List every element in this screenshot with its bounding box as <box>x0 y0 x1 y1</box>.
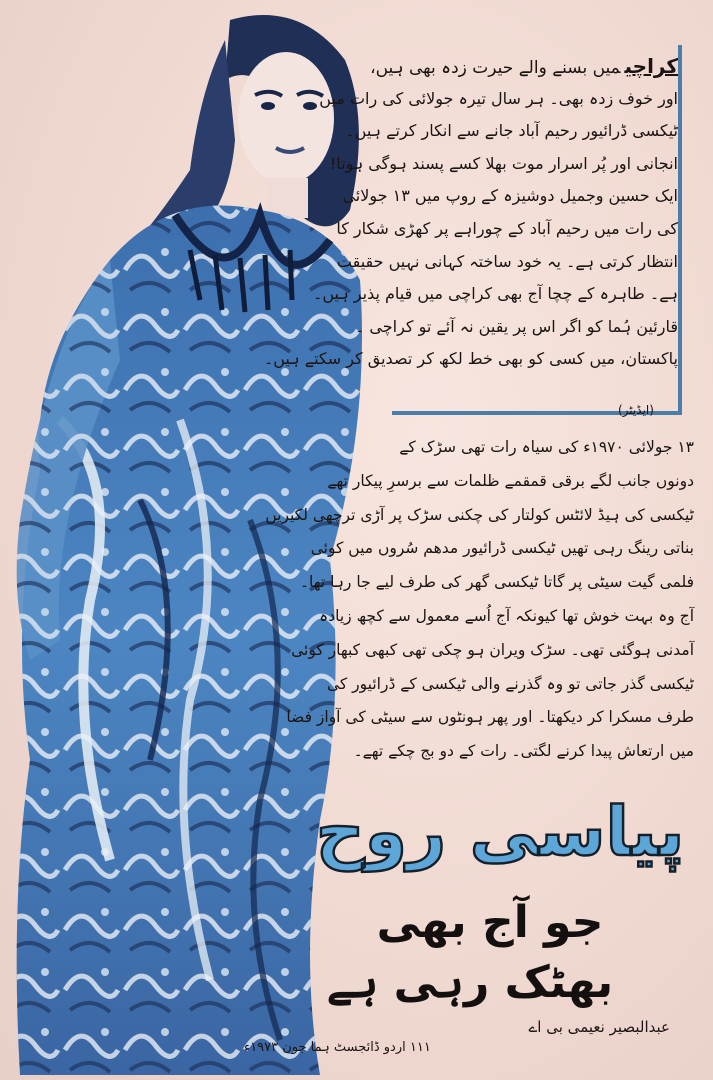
intro-paragraph <box>263 50 678 376</box>
story-line: ۱۳ جولائی ۱۹۷۰ء کی سیاہ رات تھی سڑک کے <box>399 438 694 456</box>
intro-line: پاکستان، میں کسی کو بھی خط لکھ کر تصدیق کر سکتے ہیں۔ <box>263 349 678 369</box>
story-title: پیاسی روح <box>315 793 685 872</box>
story-subtitle-line-1: جو آج بھی <box>376 897 604 948</box>
story-line: آج وہ بہت خوش تھا کیونکہ آج اُسے معمول سے کچھ زیادہ <box>319 606 694 625</box>
intro-line: کی رات میں رحیم آباد کے چوراہے پر کھڑی شکار کا <box>336 218 678 238</box>
story-line: آمدنی ہوگئی تھی۔ سڑک ویران ہو چکی تھی کبھی کبھار کوئی <box>291 640 694 659</box>
story-line: ٹیکسی گذر جاتی تو وہ گذرنے والی ٹیکسی کے ڈرائیور کی <box>326 674 694 693</box>
intro-line: اور خوف زدہ بھی۔ ہر سال تیرہ جولائی کی رات میں <box>319 88 678 108</box>
story-line: فلمی گیت سیٹی پر گاتا ٹیکسی گھر کی طرف لیے جا رہا تھا۔ <box>299 573 694 592</box>
story-subtitle-line-2: بھٹک رہی ہے <box>326 957 614 1008</box>
author-byline: عبدالبصیر نعیمی بی اے <box>528 1018 670 1036</box>
intro-line: قارئین ہُما کو اگر اس پر یقین نہ آئے تو کراچی ۔ <box>354 316 678 336</box>
intro-line: ایک حسین وجمیل دوشیزہ کے روپ میں ۱۳ جولائی <box>342 186 678 206</box>
story-line: ٹیکسی کی ہیڈ لائٹس کولتار کی چکنی سڑک پر آڑی ترچھی لکیریں <box>265 505 694 524</box>
story-line: دونوں جانب لگے برقی قمقمے ظلمات سے برسرِ پیکار تھے <box>327 471 694 490</box>
page-footer: ۱۱۱ اردو ڈائجسٹ ہما جون ۱۹۷۳ء <box>244 1040 431 1055</box>
story-line: طرف مسکرا کر دیکھتا۔ اور پھر ہونٹوں سے سیٹی کی آواز فضا <box>286 708 694 727</box>
editor-credit: (ایڈیٹر) <box>618 403 654 417</box>
story-paragraph <box>265 431 694 769</box>
intro-line: ہے۔ طاہرہ کے چچا آج بھی کراچی میں قیام پذیر ہیں۔ <box>312 284 678 304</box>
intro-line: انتظار کرتی ہے۔ یہ خود ساختہ کہانی نہیں حقیقت <box>336 251 678 271</box>
story-line: بناتی رینگ رہی تھیں ٹیکسی ڈرائیور مدھم سُروں میں کوئی <box>310 539 694 558</box>
intro-line: انجانی اور پُر اسرار موت بھلا کسے پسند ہوگی ہوتا! <box>329 153 678 173</box>
intro-line: ٹیکسی ڈرائیور رحیم آباد جانے سے انکار کرتے ہیں۔ <box>345 121 678 141</box>
story-line: میں ارتعاش پیدا کرنے لگتی۔ رات کے دو بج چکے تھے۔ <box>353 742 694 761</box>
intro-keyword: کراچی <box>624 54 678 78</box>
intro-line: کراچیمیں بسنے والے حیرت زدہ بھی ہیں، <box>370 54 678 78</box>
